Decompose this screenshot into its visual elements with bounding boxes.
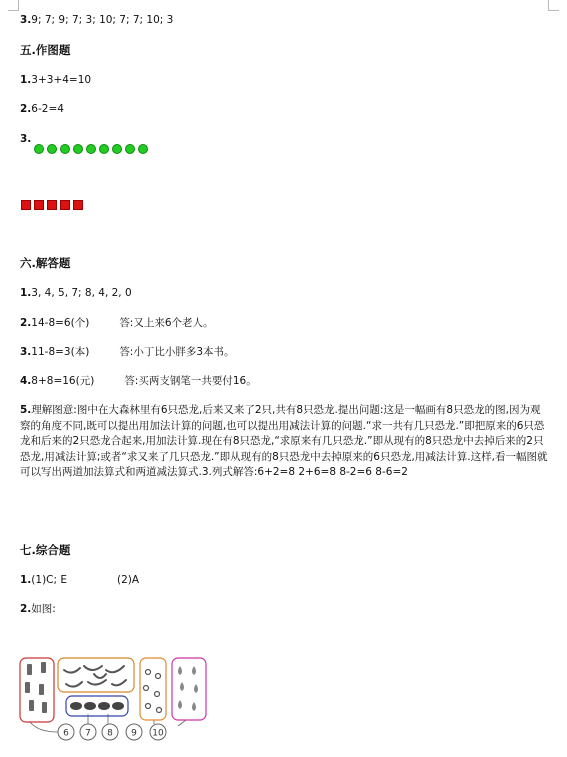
answer-line — [20, 132, 31, 146]
answer-line — [20, 73, 91, 87]
green-dot — [138, 144, 148, 154]
green-dot — [99, 144, 109, 154]
red-square — [47, 200, 57, 210]
green-dot — [73, 144, 83, 154]
banana-icon — [64, 666, 126, 687]
answer-line — [20, 602, 56, 616]
grouping-figure — [18, 654, 210, 744]
answer-text: 11-8=3(本) — [31, 346, 90, 358]
section-title: 五.作图题 — [20, 43, 71, 57]
answer-line — [20, 345, 235, 359]
green-dot — [47, 144, 57, 154]
answer-text: 9; 7; 9; 7; 3; 10; 7; 7; 10; 3 — [31, 14, 174, 26]
item-number: 1. — [20, 74, 32, 86]
red-squares-row — [21, 200, 83, 210]
answer-text: 理解图意:图中在大森林里有6只恐龙,后来又来了2只,共有8只恐龙.提出问题:这是一幅画有8只恐龙的图,因为观察的角度不同,既可以提出用加法计算的问题,也可以提出用减法计算的问题.“求一共有几只恐龙.”即把原来的6只恐龙和后来的2只恐龙合起来,用加法计算.现在有8只恐龙,“求原来有几只恐龙.”即从现有的8只恐龙中去掉后来的2只恐龙,用减法计算;或者“求又来了几只恐龙.”即从现有的8只恐龙中去掉原来的6只恐龙,用减法计算.这样,看一幅图就可以写出两道加法算式和两道减法算式.3.列式解答:6+2=8 2+6=8 8-2=6 8-6=2 — [20, 404, 548, 479]
item-number: 3. — [20, 133, 32, 145]
answer-text: 3, 4, 5, 7; 8, 4, 2, 0 — [31, 287, 132, 299]
answer-text: 6-2=4 — [31, 103, 64, 115]
green-dot — [34, 144, 44, 154]
item-number: 5. — [20, 404, 32, 416]
item-number: 3. — [20, 14, 32, 26]
number-circle-label: 10 — [152, 728, 164, 739]
red-square — [21, 200, 31, 210]
answer-text: (1)C; E — [31, 574, 68, 586]
section-title: 七.综合题 — [20, 543, 71, 557]
answer-sentence: (2)A — [117, 574, 140, 586]
page-corner-mark — [548, 0, 559, 11]
item-number: 2. — [20, 603, 32, 615]
answer-text: 8+8=16(元) — [31, 375, 95, 387]
answer-text: 如图: — [31, 603, 56, 615]
oval-item-icon — [70, 702, 124, 710]
green-dot — [112, 144, 122, 154]
answer-text: 3+3+4=10 — [31, 74, 92, 86]
number-circle-label: 8 — [107, 728, 113, 739]
number-circle-label: 6 — [63, 728, 69, 739]
item-number: 3. — [20, 346, 32, 358]
answer-line — [20, 13, 173, 27]
red-square — [60, 200, 70, 210]
item-number: 2. — [20, 317, 32, 329]
section-title: 六.解答题 — [20, 256, 71, 270]
red-square — [34, 200, 44, 210]
answer-sentence: 答:又上来6个老人。 — [119, 317, 214, 329]
answer-sentence: 答:小丁比小胖多3本书。 — [119, 346, 235, 358]
answer-line — [20, 102, 64, 116]
item-number: 1. — [20, 287, 32, 299]
answer-line — [20, 573, 139, 587]
drop-icon — [178, 666, 198, 711]
item-number: 1. — [20, 574, 32, 586]
green-dot — [125, 144, 135, 154]
green-dots-row — [34, 144, 148, 154]
group-box — [172, 658, 206, 720]
item-number: 2. — [20, 103, 32, 115]
green-dot — [60, 144, 70, 154]
number-circles — [58, 724, 166, 740]
red-square — [73, 200, 83, 210]
answer-line — [20, 286, 132, 300]
number-circle-label: 9 — [131, 728, 137, 739]
page-corner-mark — [8, 0, 19, 11]
number-circle-label: 7 — [85, 728, 91, 739]
answer-line — [20, 316, 214, 330]
answer-paragraph — [20, 403, 550, 481]
green-dot — [86, 144, 96, 154]
answer-line — [20, 374, 257, 388]
answer-sentence: 答:买两支钢笔一共要付16。 — [124, 375, 257, 387]
answer-text: 14-8=6(个) — [31, 317, 90, 329]
cherry-icon — [144, 670, 162, 713]
bottle-icon — [25, 662, 47, 713]
item-number: 4. — [20, 375, 32, 387]
